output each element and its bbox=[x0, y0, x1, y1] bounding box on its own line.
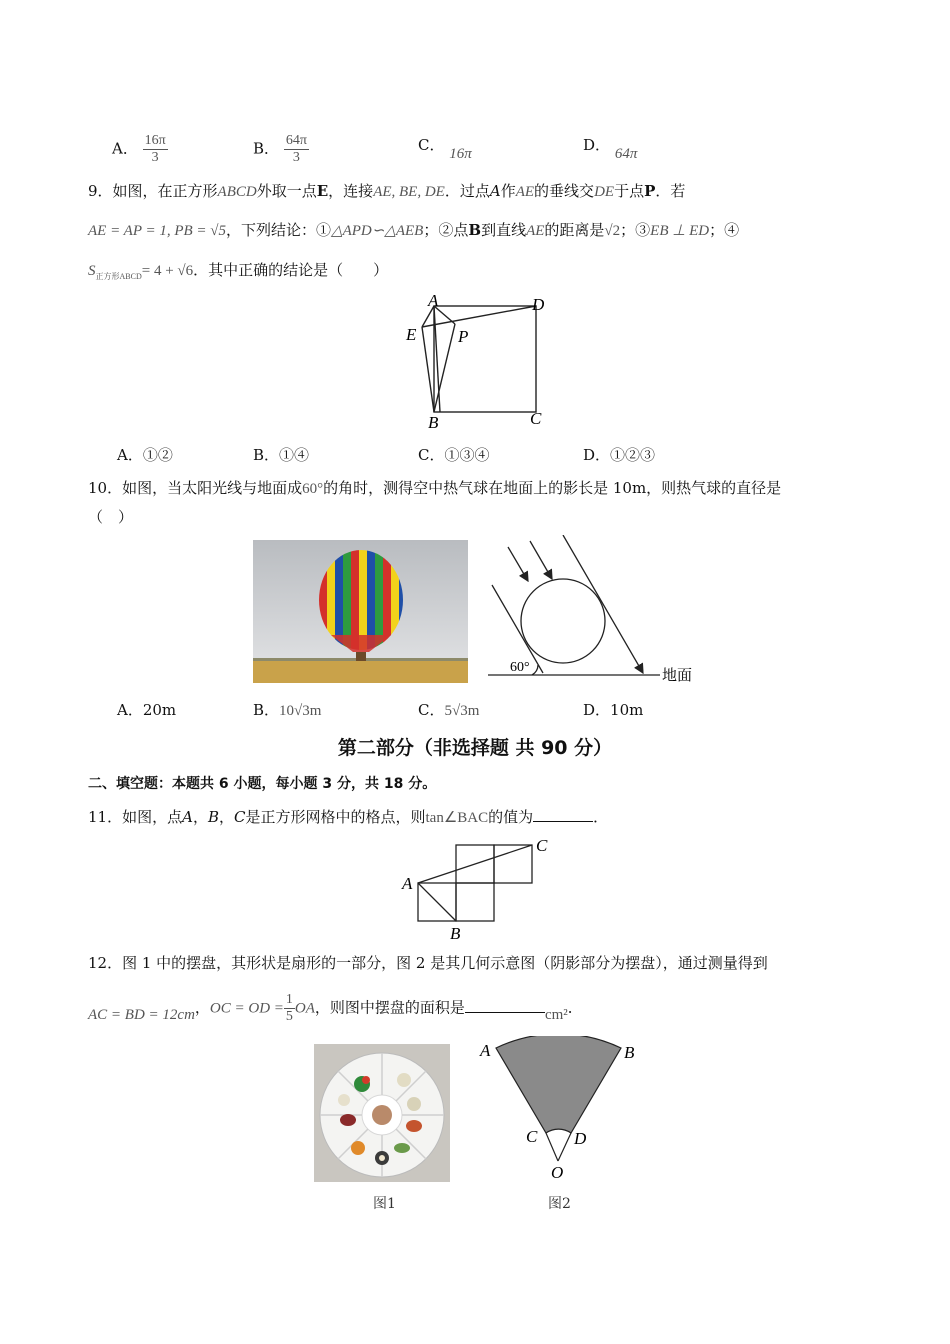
label-e: E bbox=[406, 325, 417, 344]
ground-label: 地面 bbox=[662, 666, 693, 684]
q8-option-b: B． $\frac{64\pi}{3}$ bbox=[253, 133, 307, 165]
hot-air-balloon-photo bbox=[253, 540, 468, 683]
q12-line-1: 12．图 1 中的摆盘，其形状是扇形的一部分，图 2 是其几何示意图（阴影部分为摆盘），通过测量得到 bbox=[88, 954, 768, 972]
q12-answer-blank[interactable] bbox=[465, 998, 545, 1013]
label-d: D bbox=[574, 1129, 587, 1148]
figure-2-caption: 图2 bbox=[548, 1196, 571, 1212]
segment-co bbox=[546, 1133, 558, 1161]
q9-line-1: 9．如图，在正方形ABCD外取一点E，连接AE, BE, DE．过点A作AE的垂线交DE于点P．若 bbox=[88, 182, 686, 200]
label-o: O bbox=[551, 1163, 564, 1182]
q10-option-c: C．5√3m bbox=[418, 701, 480, 719]
q10-sunlight-figure bbox=[480, 535, 705, 690]
sun-ray-arrow-1 bbox=[508, 547, 528, 581]
label-b: B bbox=[450, 924, 461, 943]
q12-line-2: AC = BD = 12cm，OC = OD = $\frac{1}{5}$ OA，则图中摆盘的面积是 cm²． bbox=[88, 992, 583, 1024]
label-a: A bbox=[428, 292, 439, 310]
label-a: A bbox=[480, 1041, 491, 1060]
q9-option-a: A．①② bbox=[117, 446, 173, 464]
segment-do bbox=[558, 1133, 571, 1161]
q9-option-b: B．①④ bbox=[253, 446, 310, 464]
segment-ac bbox=[418, 845, 532, 883]
q11-grid-figure bbox=[398, 835, 558, 945]
segment-ab bbox=[418, 883, 456, 921]
label-c: C bbox=[536, 836, 548, 855]
label-b: B bbox=[428, 413, 439, 432]
platter-photo bbox=[314, 1044, 450, 1182]
q12-fraction: $\frac{1}{5}$ bbox=[285, 992, 293, 1024]
q9-square-figure bbox=[400, 292, 555, 432]
q8-option-c: C． 16π bbox=[418, 136, 472, 162]
label-d: D bbox=[532, 295, 545, 314]
q9-option-c: C．①③④ bbox=[418, 446, 490, 464]
sector-figure bbox=[476, 1036, 646, 1186]
label-c: C bbox=[530, 409, 542, 428]
q9-line-2: AE = AP = 1, PB = √5，下列结论：①△APD∽△AEB；②点B到直线AE的距离是√2；③EB ⊥ ED；④ bbox=[88, 221, 740, 239]
label-c: C bbox=[526, 1127, 538, 1146]
q11-answer-blank[interactable] bbox=[533, 807, 593, 822]
q8-option-a-fraction: $\frac{16\pi}{3}$ bbox=[144, 133, 166, 165]
shaded-platter-region bbox=[496, 1036, 621, 1133]
segment-ed bbox=[422, 306, 536, 327]
sun-ray-right bbox=[563, 535, 643, 673]
q10-line-1: 10．如图，当太阳光线与地面成60°的角时，测得空中热气球在地面上的影长是 10m，则热气球的直径是 bbox=[88, 479, 782, 497]
q8-option-b-fraction: $\frac{64\pi}{3}$ bbox=[285, 133, 307, 165]
angle-arc bbox=[532, 665, 538, 675]
q10-option-b: B．10√3m bbox=[253, 701, 322, 719]
angle-label: 60° bbox=[510, 660, 530, 675]
label-p: P bbox=[458, 327, 469, 346]
q10-option-d: D．10m bbox=[583, 701, 644, 719]
section-two-heading: 二、填空题：本题共 6 小题，每小题 3 分，共 18 分。 bbox=[88, 776, 437, 792]
segment-eb bbox=[422, 327, 434, 412]
grid-square-2 bbox=[456, 883, 494, 921]
q9-line-3: $S_{正方形ABCD}= 4 + √6$．其中正确的结论是（ ） bbox=[88, 261, 389, 281]
label-a: A bbox=[402, 874, 413, 893]
q9-option-d: D．①②③ bbox=[583, 446, 656, 464]
q8-option-a: A． $\frac{16\pi}{3}$ bbox=[112, 133, 166, 165]
q8-option-d: D． 64π bbox=[583, 136, 638, 162]
q10-line-2: （ ） bbox=[88, 508, 134, 526]
sun-ray-arrow-2 bbox=[530, 541, 552, 579]
figure-1-caption: 图1 bbox=[373, 1196, 396, 1212]
q10-option-a: A．20m bbox=[117, 701, 177, 719]
q11-line: 11．如图，点A，B，C是正方形网格中的格点，则tan∠BAC的值为 ． bbox=[88, 808, 609, 826]
balloon-circle bbox=[521, 579, 605, 663]
label-b: B bbox=[624, 1043, 635, 1062]
segment-ab-inner bbox=[434, 306, 440, 412]
part-two-title: 第二部分（非选择题 共 90 分） bbox=[337, 737, 613, 759]
